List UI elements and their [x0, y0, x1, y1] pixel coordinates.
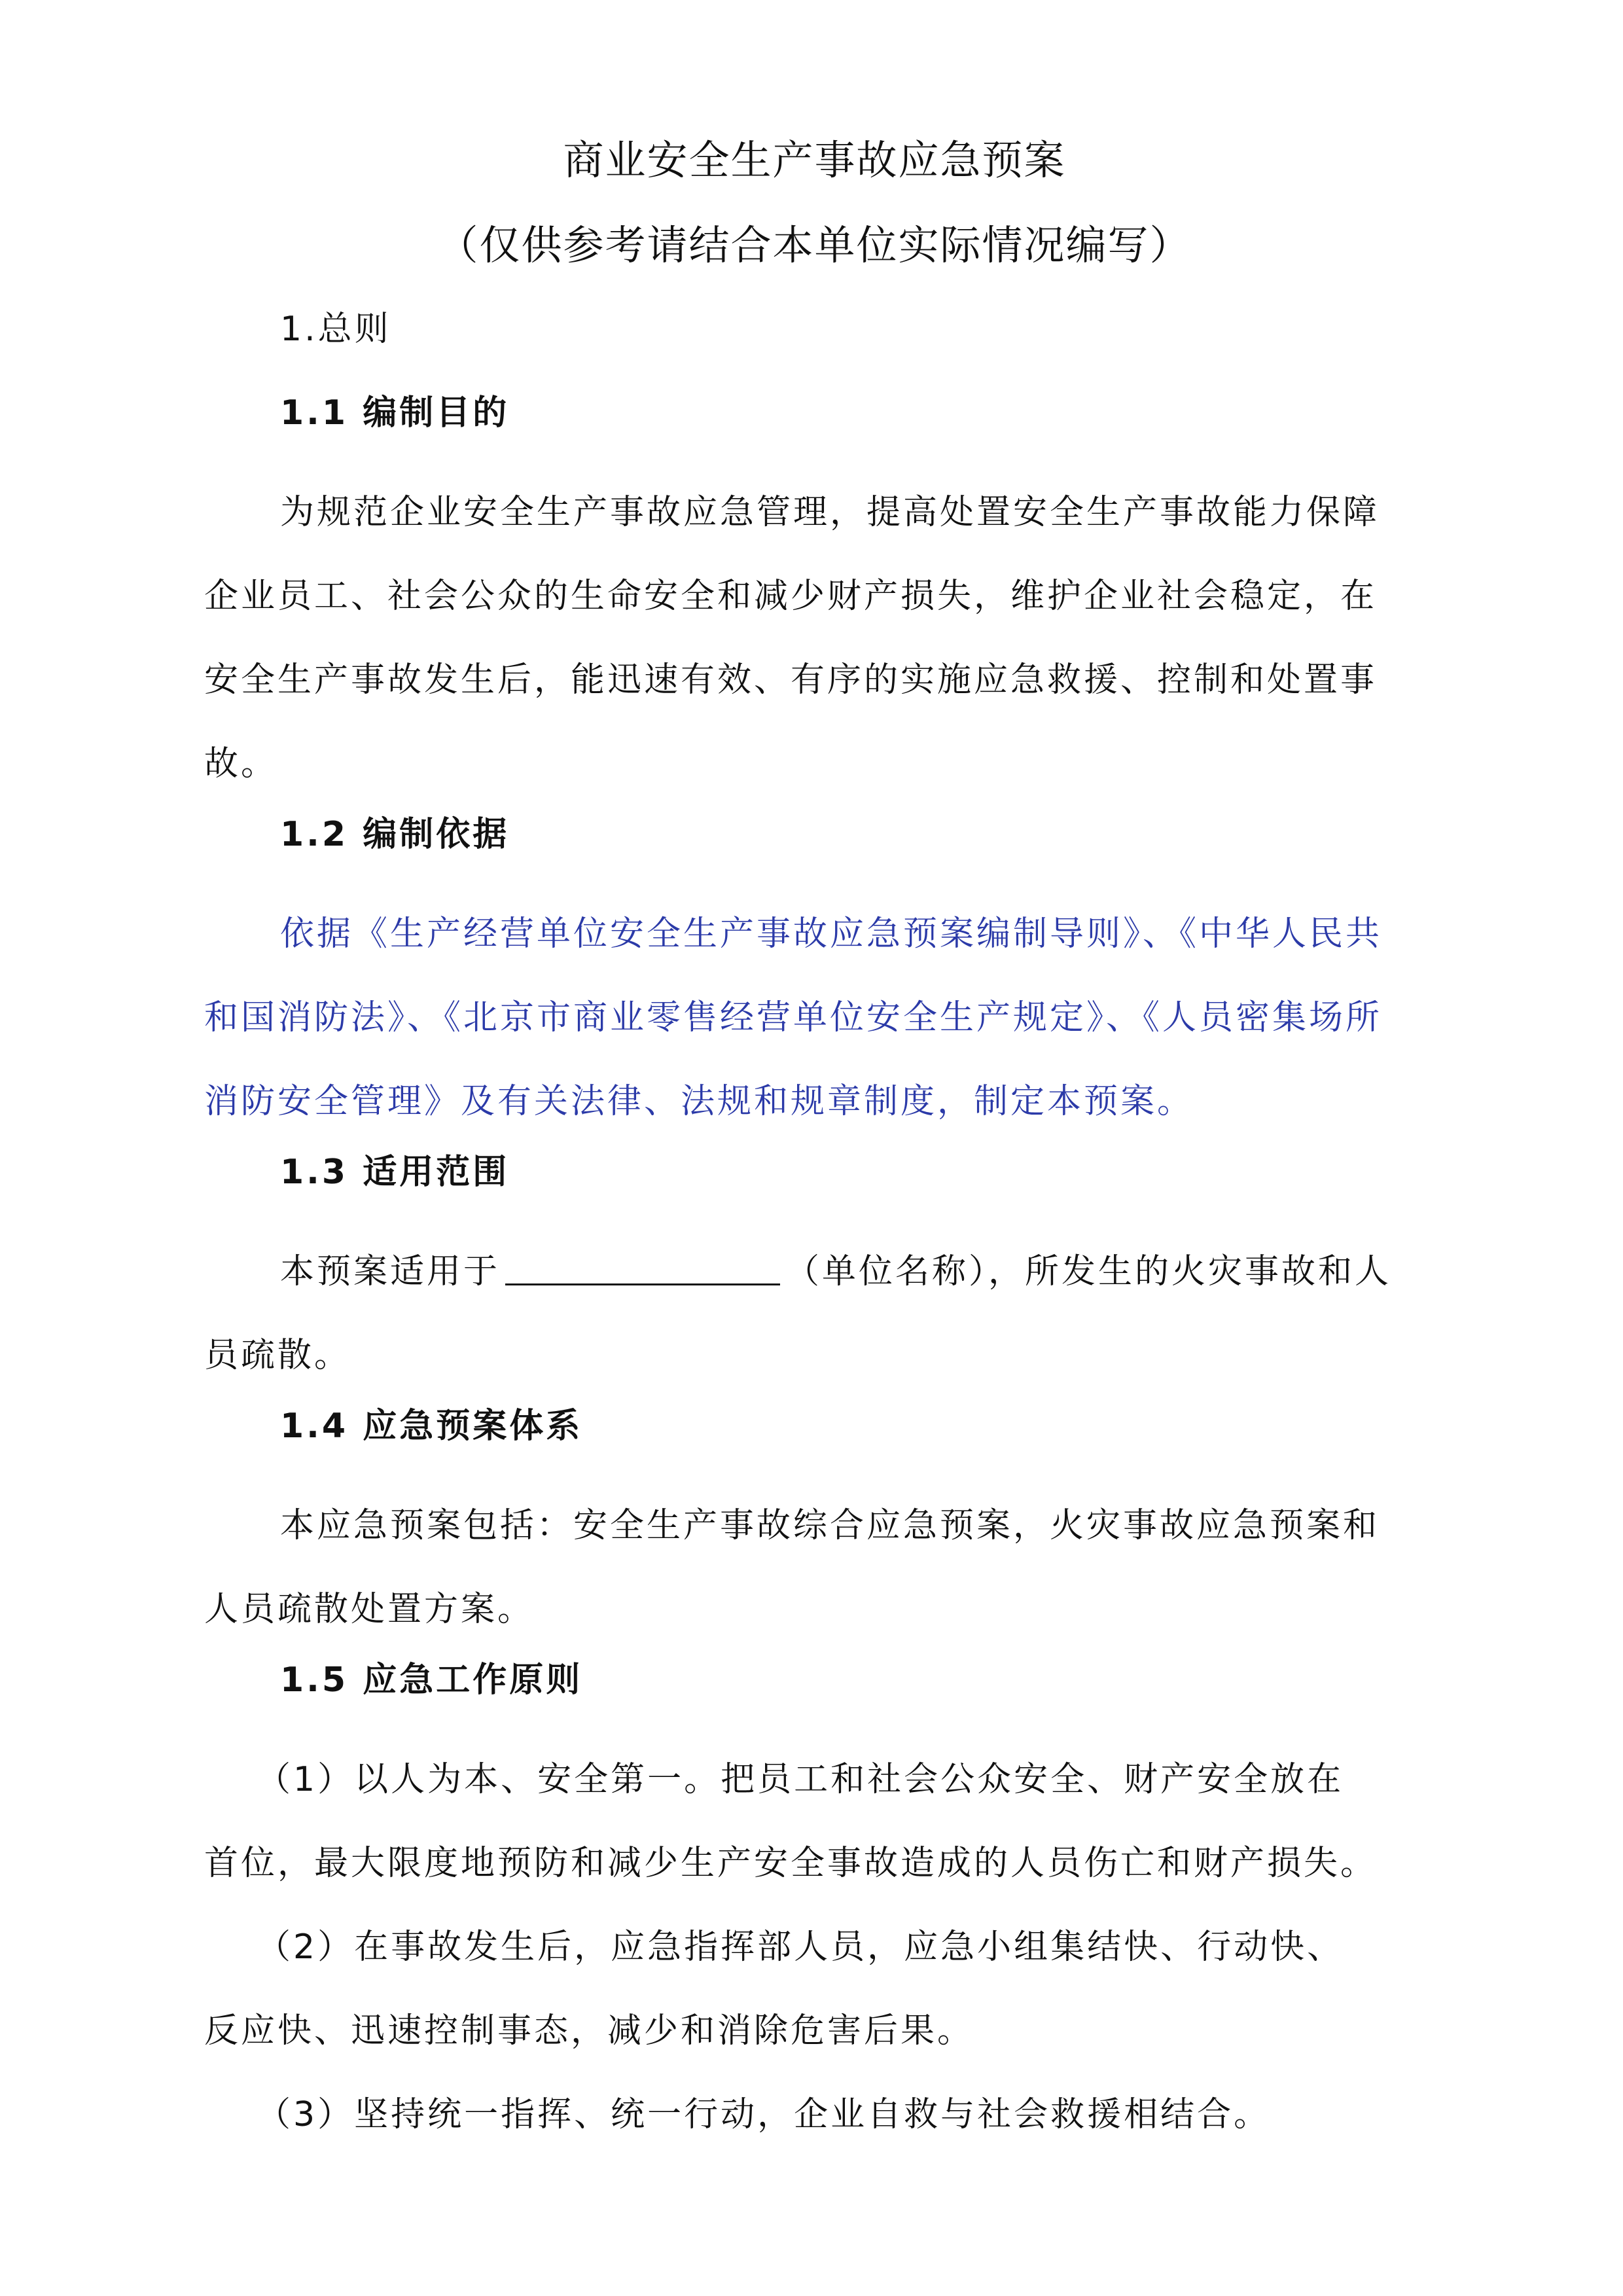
text-line: 员疏散。 — [204, 1336, 351, 1375]
paragraph-basis — [204, 892, 1425, 1143]
document-title: 商业安全生产事故应急预案 — [563, 136, 1066, 184]
text-line: 故。 — [204, 744, 278, 783]
paragraph-purpose — [204, 471, 1425, 806]
text-line: 和国消防法》、《北京市商业零售经营单位安全生产规定》、《人员密集场所 — [204, 998, 1383, 1037]
paragraph-scope — [204, 1230, 1425, 1397]
text-line: （2）在事故发生后，应急指挥部人员，应急小组集结快、行动快、 — [257, 1928, 1344, 1967]
text-line — [204, 1230, 1425, 1314]
section-heading-system: 1.4 应急预案体系 — [280, 1407, 583, 1446]
section-heading-principles: 1.5 应急工作原则 — [280, 1660, 583, 1700]
paragraph-system — [204, 1484, 1425, 1651]
text-line: 反应快、迅速控制事态，减少和消除危害后果。 — [204, 2011, 974, 2051]
unit-name-blank — [505, 1249, 780, 1285]
section-heading-purpose: 1.1 编制目的 — [280, 393, 510, 433]
section-heading-scope: 1.3 适用范围 — [280, 1153, 510, 1192]
text-line: 企业员工、社会公众的生命安全和减少财产损失，维护企业社会稳定，在 — [204, 577, 1378, 616]
text-line: 消防安全管理》及有关法律、法规和规章制度，制定本预案。 — [204, 1082, 1194, 1121]
text-line: 为规范企业安全生产事故应急管理，提高处置安全生产事故能力保障 — [280, 493, 1380, 532]
text-line: 依据《生产经营单位安全生产事故应急预案编制导则》、《中华人民共 — [280, 914, 1383, 954]
document-page — [204, 134, 1425, 2157]
text-line: （1）以人为本、安全第一。把员工和社会公众安全、财产安全放在 — [257, 1760, 1344, 1799]
text-line: 安全生产事故发生后，能迅速有效、有序的实施应急救援、控制和处置事 — [204, 660, 1378, 700]
text-line: 本应急预案包括：安全生产事故综合应急预案，火灾事故应急预案和 — [280, 1506, 1380, 1545]
section-heading-basis: 1.2 编制依据 — [280, 815, 510, 854]
text-line: 人员疏散处置方案。 — [204, 1590, 535, 1629]
document-subtitle: （仅供参考请结合本单位实际情况编写） — [437, 221, 1192, 269]
scope-prefix: 本预案适用于 — [280, 1252, 501, 1291]
section-heading-general: 1.总则 — [280, 310, 391, 349]
text-line: （3）坚持统一指挥、统一行动，企业自救与社会救援相结合。 — [257, 2095, 1271, 2134]
text-line: 首位，最大限度地预防和减少生产安全事故造成的人员伤亡和财产损失。 — [204, 1844, 1378, 1883]
paragraph-principles — [204, 1738, 1425, 2157]
scope-suffix: （单位名称），所发生的火灾事故和人 — [785, 1252, 1392, 1291]
